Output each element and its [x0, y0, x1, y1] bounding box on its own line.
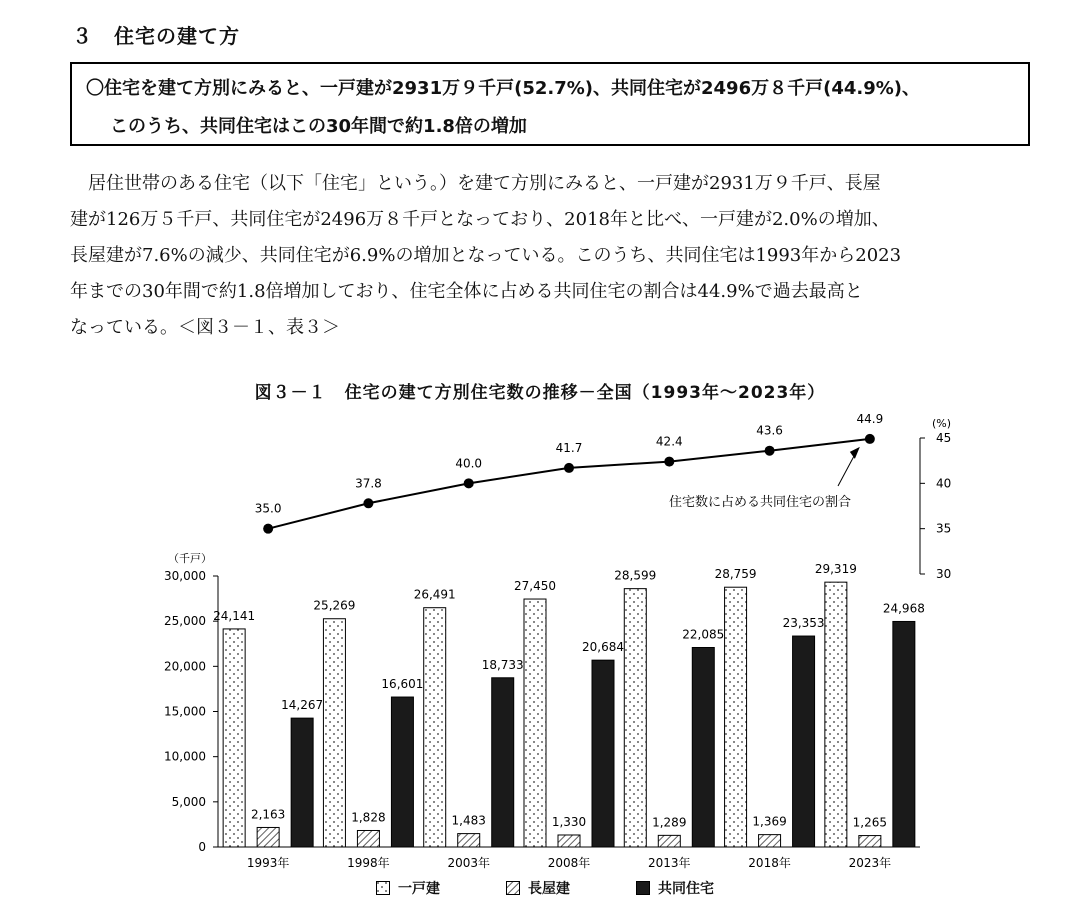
pct-point — [865, 434, 875, 444]
y-tick-label: 25,000 — [164, 614, 206, 629]
pct-y-tick-label: 40 — [936, 476, 952, 491]
body-line: なっている。＜図３－１、表３＞ — [70, 317, 340, 338]
data-label: 20,684 — [582, 640, 624, 655]
bar — [558, 835, 580, 847]
pct-label: 44.9 — [856, 411, 884, 426]
body-line: 建が126万５千戸、共同住宅が2496万８千戸となっており、2018年と比べ、一戸建が2.0%の増加、 — [70, 209, 890, 230]
pct-point — [363, 498, 373, 508]
pct-y-tick-label: 35 — [936, 521, 952, 536]
bar — [725, 587, 747, 847]
chart-legend — [0, 878, 1080, 900]
y-tick-label: 10,000 — [164, 749, 206, 764]
bar — [692, 647, 714, 847]
x-tick-label: 2008年 — [547, 856, 591, 870]
legend-swatch-solid — [636, 881, 650, 895]
bar — [424, 608, 446, 847]
data-label: 24,968 — [882, 601, 925, 616]
figure-title: 図３－１ 住宅の建て方別住宅数の推移－全国（1993年～2023年） — [254, 383, 826, 403]
legend-label: 共同住宅 — [658, 881, 714, 897]
bar — [257, 827, 279, 847]
body-line: 長屋建が7.6%の減少、共同住宅が6.9%の増加となっている。このうち、共同住宅は1993年から2023 — [70, 245, 902, 266]
body-line: 年までの30年間で約1.8倍増加しており、住宅全体に占める共同住宅の割合は44.9%で過去最高と — [70, 281, 863, 302]
data-label: 1,330 — [551, 814, 587, 829]
legend-label: 一戸建 — [398, 881, 440, 897]
legend-swatch-hatch — [506, 881, 520, 895]
body-line: 居住世帯のある住宅（以下「住宅」という。）を建て方別にみると、一戸建が2931万９千戸、長屋 — [88, 173, 881, 194]
y-tick-label: 30,000 — [164, 569, 206, 583]
legend-label: 長屋建 — [528, 881, 570, 897]
y-axis-label: （千戸） — [168, 552, 212, 565]
data-label: 1,289 — [652, 815, 687, 830]
data-label: 14,267 — [281, 698, 324, 713]
pct-point — [464, 478, 474, 488]
x-tick-label: 2023年 — [848, 856, 892, 870]
pct-y-tick-label: 45 — [936, 431, 952, 445]
data-label: 1,265 — [852, 815, 888, 830]
bar — [793, 636, 815, 847]
pct-label: 35.0 — [254, 501, 282, 516]
pct-label: 43.6 — [756, 423, 783, 438]
bar — [357, 830, 379, 847]
bar — [291, 718, 313, 847]
data-label: 26,491 — [413, 587, 456, 602]
data-label: 16,601 — [381, 677, 424, 692]
data-label: 27,450 — [514, 579, 556, 594]
y-tick-label: 0 — [198, 840, 206, 854]
data-label: 28,599 — [614, 568, 657, 583]
data-label: 28,759 — [714, 567, 757, 582]
pct-y-axis-label: (%) — [932, 417, 952, 430]
data-label: 1,483 — [451, 813, 486, 828]
data-label: 23,353 — [782, 616, 825, 631]
data-label: 22,085 — [682, 627, 725, 642]
data-label: 24,141 — [213, 608, 256, 623]
x-tick-label: 1993年 — [246, 856, 290, 870]
y-tick-label: 5,000 — [171, 794, 206, 809]
bar — [893, 621, 915, 847]
bar — [524, 599, 546, 847]
pct-point — [765, 446, 775, 456]
bar — [323, 619, 345, 847]
pct-label: 42.4 — [655, 434, 683, 449]
legend-swatch-dots — [376, 881, 390, 895]
x-tick-label: 2013年 — [648, 856, 691, 870]
bar — [825, 582, 847, 847]
annotation-arrow-head — [850, 447, 860, 459]
bar — [458, 834, 480, 847]
bar — [759, 835, 781, 847]
x-tick-label: 2003年 — [447, 856, 490, 870]
pct-label: 40.0 — [455, 456, 483, 471]
y-tick-label: 15,000 — [164, 704, 206, 719]
bar — [859, 836, 881, 847]
pct-label: 41.7 — [555, 440, 583, 455]
data-label: 1,369 — [752, 814, 787, 829]
legend-item — [506, 878, 570, 898]
bar — [223, 629, 245, 847]
bar — [492, 678, 514, 847]
x-tick-label: 1998年 — [347, 856, 390, 870]
y-tick-label: 20,000 — [164, 659, 206, 674]
data-label: 18,733 — [481, 657, 524, 672]
data-label: 25,269 — [313, 598, 356, 613]
pct-point — [263, 524, 273, 534]
legend-item — [376, 878, 440, 898]
bar — [624, 589, 646, 847]
bar — [592, 660, 614, 847]
legend-item — [636, 878, 714, 898]
data-label: 1,828 — [351, 810, 386, 825]
pct-y-tick-label: 30 — [936, 567, 952, 581]
section-title: ３ 住宅の建て方 — [72, 24, 240, 48]
pct-point — [664, 457, 674, 467]
bar — [658, 835, 680, 847]
data-label: 29,319 — [814, 562, 857, 577]
summary-line-2: このうち、共同住宅はこの30年間で約1.8倍の増加 — [110, 116, 527, 137]
summary-line-1: 〇住宅を建て方別にみると、一戸建が2931万９千戸(52.7%)、共同住宅が2496万８千戸(44.9%)、 — [86, 78, 920, 99]
pct-label: 37.8 — [355, 476, 382, 491]
pct-point — [564, 463, 574, 473]
data-label: 2,163 — [250, 807, 286, 822]
annotation-label: 住宅数に占める共同住宅の割合 — [668, 495, 852, 510]
x-tick-label: 2018年 — [748, 856, 791, 870]
bar — [391, 697, 413, 847]
